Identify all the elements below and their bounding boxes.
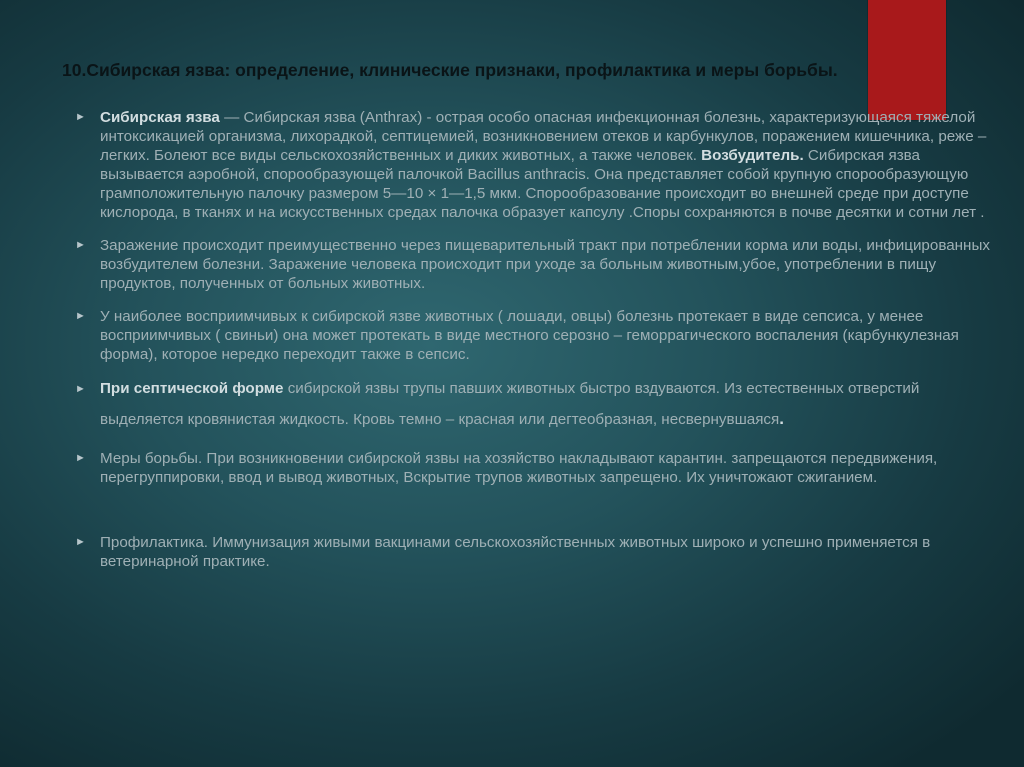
list-item-prevention bbox=[73, 533, 993, 571]
list-item-control-measures bbox=[73, 449, 993, 487]
infection-text: Заражение происходит преимущественно через пищеварительный тракт при потреблении корма или воды, инфицированных возбудителем болезни. Заражение человека происходит при уходе за больным животным,убое, употреблении в пищу продуктов, полученных от больных животных. bbox=[100, 237, 990, 292]
bullet-arrow-icon: ► bbox=[75, 111, 86, 123]
susceptibility-text: У наиболее восприимчивых к сибирской язве животных ( лошади, овцы) болезнь протекает в виде сепсиса, у менее восприимчивых ( свиньи) она может протекать в виде местного серозно – геморрагического воспаления (карбункулезная форма), которое нередко переходит также в сепсис. bbox=[100, 308, 959, 363]
slide-title: 10.Сибирская язва: определение, клинические признаки, профилактика и меры борьбы. bbox=[62, 60, 838, 80]
bullet-list bbox=[73, 108, 993, 585]
pathogen-text: Сибирская язва вызывается аэробной, спорообразующей палочкой Bacillus anthracis. Она представляет собой крупную спорообразующую грамположительную палочку размером 5—10 × 1—1,5 мкм. Спорообразование происходит во внешней среде при доступе кислорода, в тканях и на искусственных средах палочка образует капсулу .Споры сохраняются в почве десятки и сотни лет . bbox=[100, 147, 985, 221]
bullet-arrow-icon: ► bbox=[75, 383, 86, 395]
list-item-septic-form bbox=[73, 374, 993, 435]
term-septic-form: При септической форме bbox=[100, 380, 284, 397]
bullet-arrow-icon: ► bbox=[75, 452, 86, 464]
list-item-infection bbox=[73, 236, 993, 293]
bullet-arrow-icon: ► bbox=[75, 536, 86, 548]
sentence-end: . bbox=[779, 409, 784, 428]
prevention-text: Профилактика. Иммунизация живыми вакцинами сельскохозяйственных животных широко и успешно применяется в ветеринарной практике. bbox=[100, 534, 931, 570]
term-anthrax: Сибирская язва bbox=[100, 109, 220, 126]
bullet-arrow-icon: ► bbox=[75, 310, 86, 322]
septic-form-text: сибирской язвы трупы павших животных быстро вздуваются. Из естественных отверстий выделяется кровянистая жидкость. Кровь темно – красная или дегтеобразная, несвернувшаяся bbox=[100, 380, 920, 428]
accent-bar bbox=[868, 0, 946, 120]
term-pathogen: Возбудитель. bbox=[701, 147, 804, 164]
control-measures-text: Меры борьбы. При возникновении сибирской язвы на хозяйство накладывают карантин. запрещаются передвижения, перегруппировки, ввод и вывод животных, Вскрытие трупов животных запрещено. Их уничтожают сжиганием. bbox=[100, 450, 938, 486]
bullet-arrow-icon: ► bbox=[75, 239, 86, 251]
list-item-anthrax-definition bbox=[73, 108, 993, 222]
definition-text: — Сибирская язва (Anthrax) - острая особо опасная инфекционная болезнь, характеризующаяся тяжелой интоксикацией организма, лихорадкой, септицемией, возникновением отеков и карбункулов, поражением кишечника, реже – легких. Болеют все виды сельскохозяйственных и диких животных, а также человек. bbox=[100, 109, 987, 164]
list-item-susceptibility bbox=[73, 307, 993, 364]
